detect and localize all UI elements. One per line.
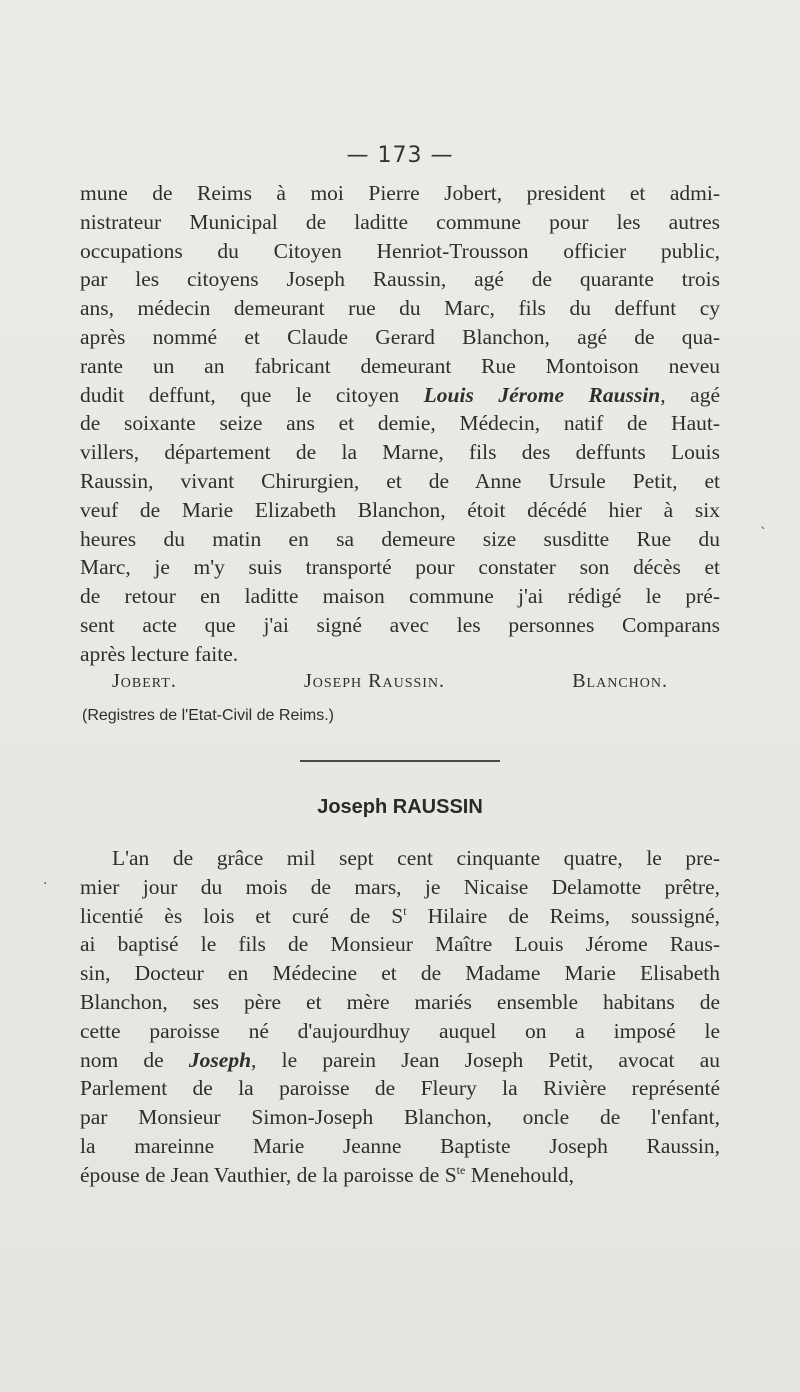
- text-line: [80, 1161, 720, 1190]
- signature-blanchon: Blanchon.: [572, 670, 668, 692]
- deceased-name: Louis Jérome Raussin: [423, 382, 661, 407]
- text-line: [80, 1046, 720, 1075]
- section-divider: [300, 760, 500, 762]
- text-line: occupations du Citoyen Henriot-Trousson officier public,: [80, 238, 720, 263]
- text-line: Blanchon, ses père et mère mariés ensemble habitans de: [80, 989, 720, 1014]
- text-line: [80, 381, 720, 410]
- margin-mark: `: [760, 526, 767, 542]
- page-number: — 173 —: [346, 143, 454, 168]
- text-fragment: licentié ès lois et curé de S: [80, 903, 404, 928]
- text-line: mier jour du mois de mars, je Nicaise Delamotte prêtre,: [80, 874, 720, 899]
- text-line: L'an de grâce mil sept cent cinquante quatre, le pre-: [112, 846, 720, 870]
- signatures-row: [112, 670, 668, 693]
- text-line: Parlement de la paroisse de Fleury la Rivière représenté: [80, 1076, 720, 1101]
- text-line: par les citoyens Joseph Raussin, agé de quarante trois: [80, 267, 720, 292]
- text-line: sent acte que j'ai signé avec les personnes Comparans: [80, 612, 720, 637]
- text-line: heures du matin en sa demeure size susditte Rue du: [80, 526, 720, 551]
- superscript: t: [403, 903, 407, 918]
- text-line: après nommé et Claude Gerard Blanchon, agé de qua-: [80, 324, 720, 349]
- text-line: nistrateur Municipal de laditte commune pour les autres: [80, 209, 720, 234]
- text-line: de retour en laditte maison commune j'ai rédigé le pré-: [80, 584, 720, 609]
- text-line: [80, 902, 720, 931]
- text-fragment: nom de: [80, 1047, 189, 1072]
- text-fragment: Menehould,: [465, 1162, 575, 1187]
- text-line: sin, Docteur en Médecine et de Madame Marie Elisabeth: [80, 961, 720, 986]
- text-line: de soixante seize ans et demie, Médecin, natif de Haut-: [80, 411, 720, 436]
- text-line: rante un an fabricant demeurant Rue Montoison neveu: [80, 353, 720, 378]
- text-line: mune de Reims à moi Pierre Jobert, president et admi-: [80, 181, 720, 205]
- text-line: villers, département de la Marne, fils des deffunts Louis: [80, 440, 720, 465]
- death-record-paragraph: [80, 179, 720, 669]
- signature-jobert: Jobert.: [112, 670, 177, 692]
- margin-mark: ·: [43, 876, 48, 892]
- text-fragment: dudit deffunt, que le citoyen: [80, 382, 424, 407]
- text-line: après lecture faite.: [80, 641, 239, 666]
- text-line: veuf de Marie Elizabeth Blanchon, étoit décédé hier à six: [80, 497, 720, 522]
- text-line: par Monsieur Simon-Joseph Blanchon, oncle de l'enfant,: [80, 1105, 720, 1130]
- baptism-record-paragraph: [80, 844, 720, 1190]
- text-line: Marc, je m'y suis transporté pour constater son décès et: [80, 555, 720, 580]
- text-fragment: , le parein Jean Joseph Petit, avocat au: [251, 1047, 720, 1072]
- text-line: cette paroisse né d'aujourdhuy auquel on a imposé le: [80, 1018, 720, 1043]
- text-line: ai baptisé le fils de Monsieur Maître Louis Jérome Raus-: [80, 932, 720, 957]
- text-fragment: épouse de Jean Vauthier, de la paroisse de S: [80, 1162, 457, 1187]
- text-fragment: Hilaire de Reims, soussigné,: [406, 903, 720, 928]
- text-fragment: , agé: [660, 382, 720, 407]
- text-line: Raussin, vivant Chirurgien, et de Anne Ursule Petit, et: [80, 468, 720, 493]
- signature-raussin: Joseph Raussin.: [304, 670, 446, 692]
- baptized-name: Joseph: [188, 1047, 252, 1072]
- text-line: ans, médecin demeurant rue du Marc, fils du deffunt cy: [80, 296, 720, 321]
- source-citation: (Registres de l'Etat-Civil de Reims.): [82, 707, 335, 724]
- text-line: la mareinne Marie Jeanne Baptiste Joseph Raussin,: [80, 1133, 720, 1158]
- superscript: te: [456, 1162, 466, 1177]
- section-title: Joseph RAUSSIN: [317, 796, 483, 818]
